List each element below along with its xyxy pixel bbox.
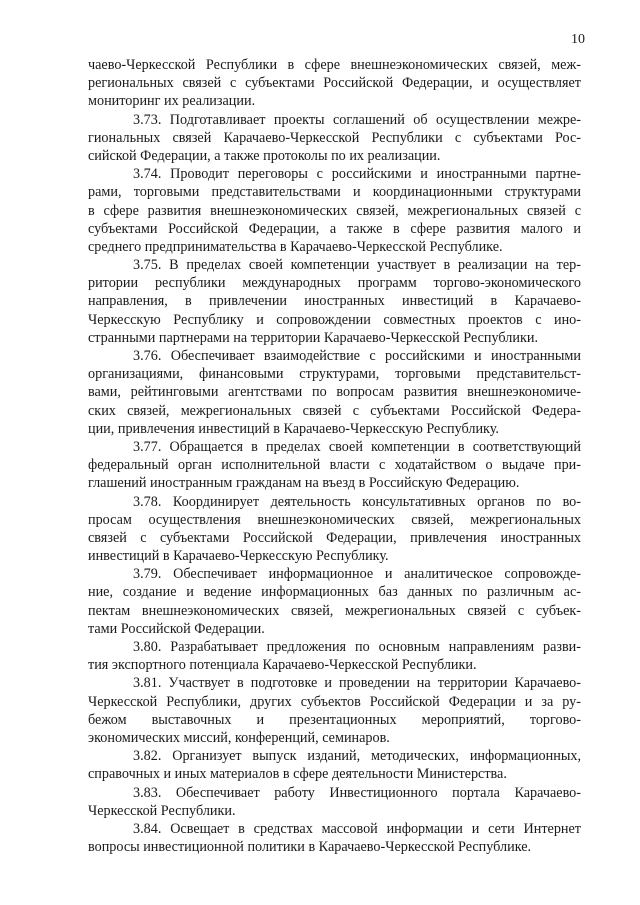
- text-line: 3.84. Освещает в средствах массовой информации и сети Интернет: [133, 820, 581, 837]
- text-line: бежом выставочных и презентационных мероприятий, торгово-: [88, 711, 581, 728]
- text-line: мониторинг их реализации.: [88, 93, 256, 110]
- text-line: Черкесской Республики, других субъектов Российской Федерации и за ру-: [88, 693, 581, 710]
- paragraph: [88, 493, 581, 566]
- text-line: 3.76. Обеспечивает взаимодействие с российскими и иностранными: [133, 348, 581, 364]
- paragraph: [88, 347, 581, 438]
- text-line: гиональных связей Карачаево-Черкесской Республики с субъектами Рос-: [88, 129, 581, 146]
- text-line: пектам внешнеэкономических связей, межрегиональных связей с субъек-: [88, 602, 581, 619]
- text-line: рами, торговыми представительствами и координационными структурами: [88, 184, 581, 201]
- paragraph: [88, 565, 581, 638]
- paragraph: [88, 438, 581, 493]
- paragraph: [88, 111, 581, 166]
- text-line: 3.75. В пределах своей компетенции участвует в реализации на тер-: [133, 257, 581, 274]
- text-line: федеральный орган исполнительной власти с ходатайством о выдаче при-: [88, 457, 581, 474]
- text-line: 3.83. Обеспечивает работу Инвестиционного портала Карачаево-: [133, 784, 581, 801]
- text-line: 3.78. Координирует деятельность консультативных органов по во-: [133, 493, 581, 510]
- paragraph: [88, 674, 581, 747]
- text-line: среднего предпринимательства в Карачаево-Черкесской Республике.: [88, 238, 503, 255]
- paragraph: [88, 638, 581, 674]
- paragraph: [88, 165, 581, 256]
- text-line: в сфере развития внешнеэкономических связей, межрегиональных связей с: [88, 202, 581, 219]
- text-line: Черкесской Республики.: [88, 802, 236, 819]
- text-line: тия экспортного потенциала Карачаево-Черкесской Республики.: [88, 657, 477, 674]
- paragraph: [88, 56, 581, 111]
- text-line: 3.74. Проводит переговоры с российскими и иностранными партне-: [133, 166, 581, 183]
- text-line: Черкесскую Республику и сопровождении совместных проектов с ино-: [88, 311, 581, 328]
- text-line: ции, привлечения инвестиций в Карачаево-Черкесскую Республику.: [88, 420, 499, 437]
- text-line: чаево-Черкесской Республики в сфере внешнеэкономических связей, меж-: [88, 57, 581, 73]
- text-line: странными партнерами на территории Карачаево-Черкесской Республики.: [88, 329, 539, 346]
- text-line: 3.77. Обращается в пределах своей компетенции в соответствующий: [133, 438, 581, 455]
- text-line: субъектами Российской Федерации, а также в сфере развития малого и: [88, 220, 581, 237]
- text-line: ритории республики международных программ торгово-экономического: [88, 275, 581, 292]
- text-line: экономических миссий, конференций, семинаров.: [88, 729, 390, 746]
- paragraph: [88, 784, 581, 820]
- text-line: 3.73. Подготавливает проекты соглашений об осуществлении межре-: [133, 111, 581, 128]
- text-line: ние, создание и ведение информационных баз данных по различным ас-: [88, 584, 581, 601]
- text-line: ских связей, межрегиональных связей с субъектами Российской Федера-: [88, 402, 581, 419]
- text-line: организациями, финансовыми структурами, торговыми представительст-: [88, 366, 581, 383]
- text-line: направления, в привлечении иностранных инвестиций в Карачаево-: [88, 293, 581, 310]
- text-line: сийской Федерации, а также протоколы по их реализации.: [88, 147, 441, 164]
- text-line: связей с субъектами Российской Федерации, привлечения иностранных: [88, 529, 581, 546]
- text-line: справочных и иных материалов в сфере деятельности Министерства.: [88, 766, 507, 783]
- text-line: 3.80. Разрабатывает предложения по основным направлениям разви-: [133, 639, 581, 655]
- text-line: вопросы инвестиционной политики в Карачаево-Черкесской Республике.: [88, 839, 532, 856]
- text-line: просам осуществления внешнеэкономических связей, межрегиональных: [88, 511, 581, 528]
- paragraph: [88, 820, 581, 856]
- text-line: глашений иностранным гражданам на въезд в Российскую Федерацию.: [88, 475, 520, 492]
- paragraph: [88, 747, 581, 783]
- text-line: инвестиций в Карачаево-Черкесскую Республику.: [88, 548, 389, 565]
- text-line: 3.79. Обеспечивает информационное и аналитическое сопровожде-: [133, 566, 581, 583]
- text-line: региональных связей с субъектами Российской Федерации, и осуществляет: [88, 75, 581, 92]
- text-line: вами, рейтинговыми агентствами по вопросам развития внешнеэкономиче-: [88, 384, 581, 401]
- document-body: [88, 56, 581, 856]
- text-line: тами Российской Федерации.: [88, 620, 265, 637]
- text-line: 3.82. Организует выпуск изданий, методических, информационных,: [133, 748, 581, 765]
- page-number: 10: [571, 32, 585, 47]
- text-line: 3.81. Участвует в подготовке и проведении на территории Карачаево-: [133, 675, 581, 692]
- paragraph: [88, 256, 581, 347]
